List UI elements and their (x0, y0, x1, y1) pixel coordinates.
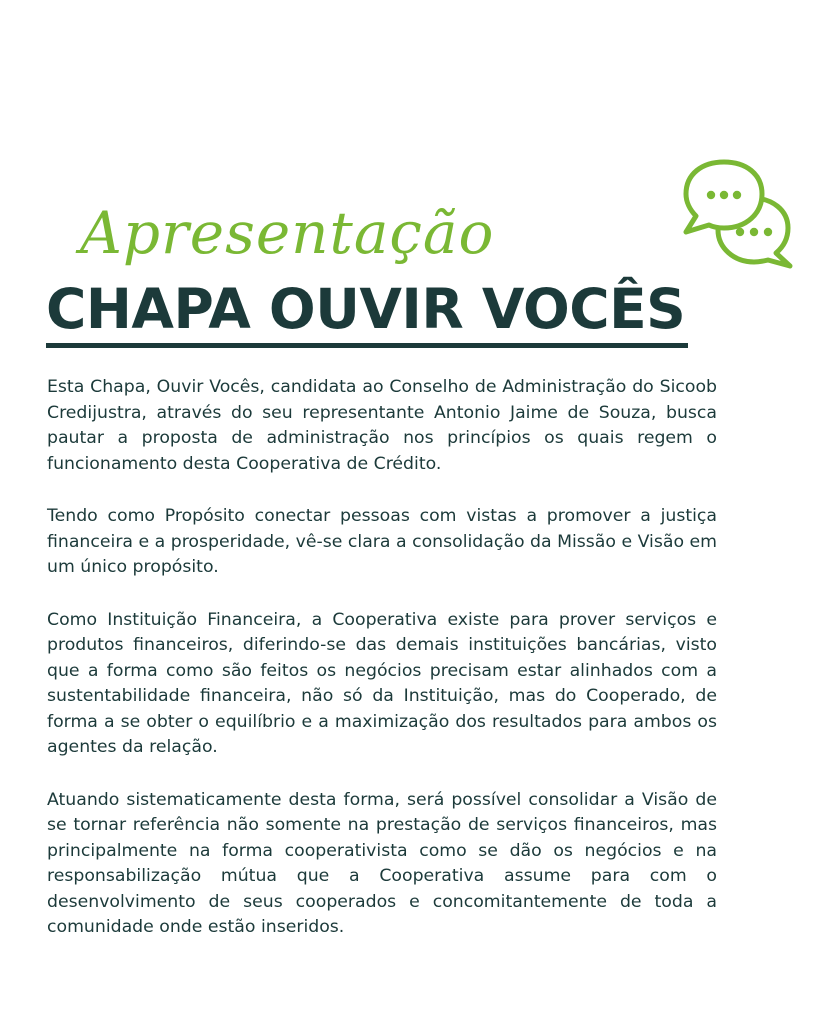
script-title: Apresentação (80, 199, 495, 267)
body-text (47, 375, 717, 968)
paragraph-3: Como Instituição Financeira, a Cooperativa existe para prover serviços e produtos financeiros, diferindo-se das demais instituições bancárias, visto que a forma como são feitos os negócios precisam estar alinhados com a sustentabilidade financeira, não só da Instituição, mas do Cooperado, de forma a se obter o equilíbrio e a maximização dos resultados para ambos os agentes da relação. (47, 609, 717, 757)
page-title: CHAPA OUVIR VOCÊS (46, 277, 686, 341)
paragraph-1: Esta Chapa, Ouvir Vocês, candidata ao Conselho de Administração do Sicoob Credijustra, através do seu representante Antonio Jaime de Souza, busca pautar a proposta de administração nos princípios os quais regem o funcionamento desta Cooperativa de Crédito. (47, 377, 717, 474)
paragraph-2: Tendo como Propósito conectar pessoas com vistas a promover a justiça financeira e a prosperidade, vê-se clara a consolidação da Missão e Visão em um único propósito. (47, 506, 717, 577)
paragraph-4: Atuando sistematicamente desta forma, será possível consolidar a Visão de se tornar referência não somente na prestação de serviços financeiros, mas principalmente na forma cooperativista como se dão os negócios e na responsabilização mútua que a Cooperativa assume para com o desenvolvimento de seus cooperados e concomitantemente de toda a comunidade onde estão inseridos. (47, 789, 717, 937)
chat-bubbles-icon (680, 156, 800, 276)
title-underline (46, 343, 688, 348)
